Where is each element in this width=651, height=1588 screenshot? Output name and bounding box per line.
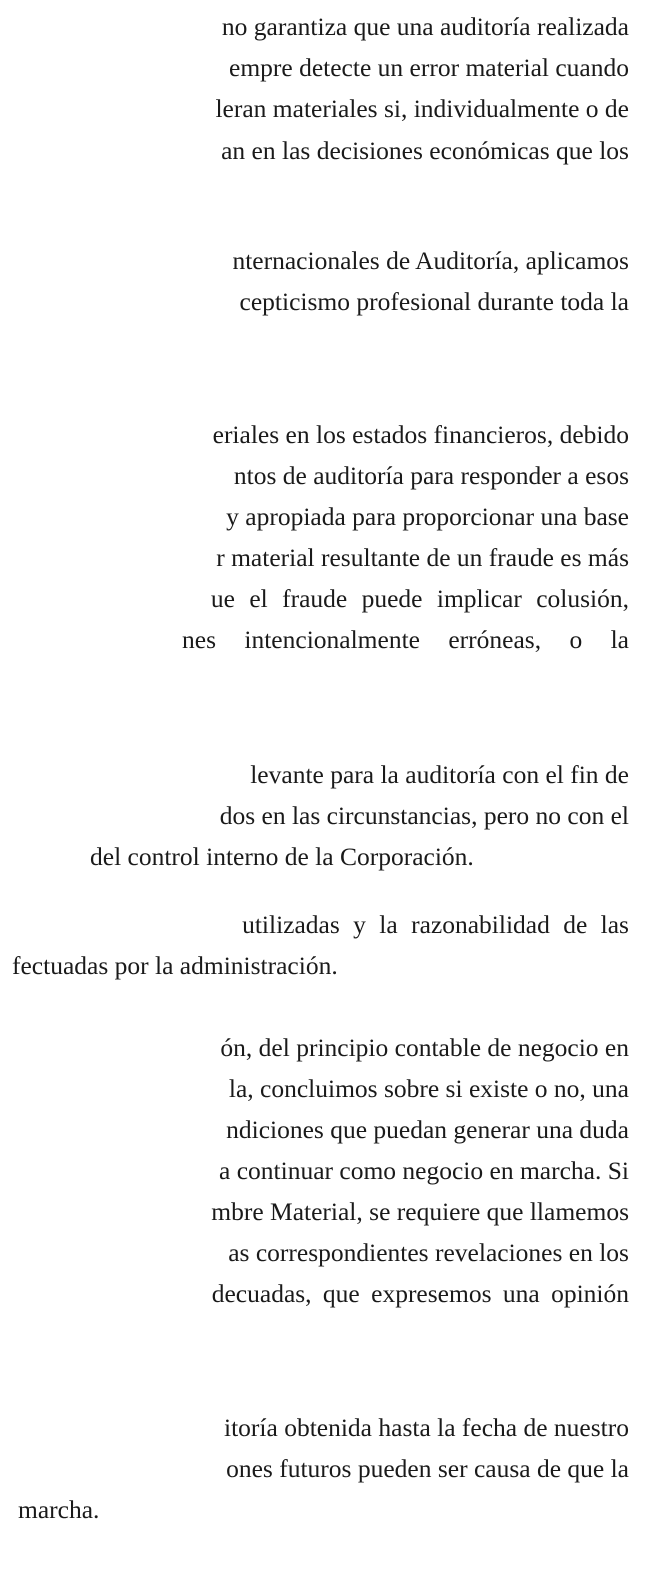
text-line: marcha. [18, 1495, 100, 1524]
text-line: r material resultante de un fraude es más [216, 543, 629, 572]
text-line: nternacionales de Auditoría, aplicamos [232, 246, 629, 275]
text-line: mbre Material, se requiere que llamemos [211, 1197, 629, 1226]
text-line: ntos de auditoría para responder a esos [233, 461, 629, 490]
text-line: as correspondientes revelaciones en los [228, 1238, 629, 1267]
text-line: ón, del principio contable de negocio en [220, 1033, 629, 1062]
text-line: ue el fraude puede implicar colusión, [210, 584, 629, 613]
text-line: no garantiza que una auditoría realizada [221, 12, 629, 41]
text-line: levante para la auditoría con el fin de [250, 760, 629, 789]
text-line: eriales en los estados financieros, debido [212, 420, 629, 449]
text-line: leran materiales si, individualmente o de [215, 94, 629, 123]
text-line: empre detecte un error material cuando [229, 53, 629, 82]
text-line: ndiciones que puedan generar una duda [226, 1115, 629, 1144]
text-line: del control interno de la Corporación. [90, 842, 474, 871]
text-line: utilizadas y la razonabilidad de las [242, 910, 629, 939]
text-line: an en las decisiones económicas que los [221, 136, 629, 165]
text-line: la, concluimos sobre si existe o no, una [228, 1074, 629, 1103]
text-line: a continuar como negocio en marcha. Si [219, 1156, 629, 1185]
text-line: nes intencionalmente erróneas, o la [182, 625, 629, 654]
text-line: fectuadas por la administración. [12, 951, 338, 980]
text-line: y apropiada para proporcionar una base [226, 502, 629, 531]
text-line: itoría obtenida hasta la fecha de nuestro [224, 1413, 629, 1442]
text-line: ones futuros pueden ser causa de que la [226, 1454, 629, 1483]
text-line: decuadas, que expresemos una opinión [211, 1279, 629, 1308]
text-line: cepticismo profesional durante toda la [239, 287, 629, 316]
text-line: dos en las circunstancias, pero no con el [219, 801, 629, 830]
